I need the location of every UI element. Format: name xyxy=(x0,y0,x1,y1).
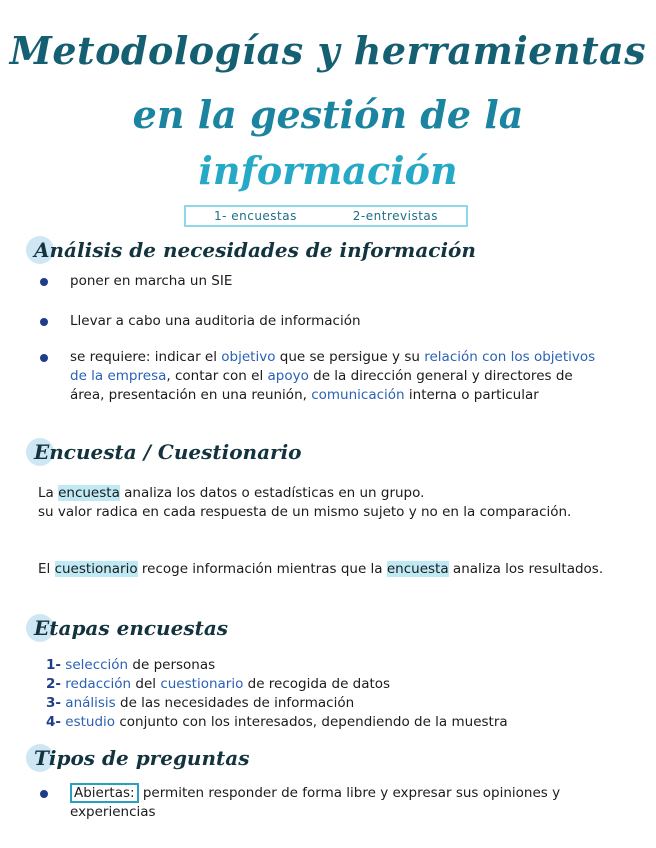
step-1: 1- selección de personas xyxy=(46,657,216,673)
paragraph-cuestionario: El cuestionario recoge información mientras que la encuesta analiza los resultados. xyxy=(38,561,604,577)
bullet-dot xyxy=(40,354,48,362)
title-line-2: en la gestión de la xyxy=(132,92,524,137)
title-line-3: información xyxy=(198,148,458,193)
highlight-cuestionario: cuestionario xyxy=(54,561,138,577)
boxed-abiertas: Abiertas: xyxy=(70,783,139,803)
heading-encuesta-cuestionario: Encuesta / Cuestionario xyxy=(34,440,302,464)
bullet-text-abiertas: Abiertas: permiten responder de forma libre y expresar sus opiniones y experiencias xyxy=(70,785,561,820)
keyword-comunicacion: comunicación xyxy=(311,387,405,403)
title-line-1: Metodologías y herramientas xyxy=(9,28,647,73)
bullet-text-auditoria: Llevar a cabo una auditoria de información xyxy=(70,313,361,329)
bullet-dot xyxy=(40,318,48,326)
keyword-objetivo: objetivo xyxy=(221,349,276,365)
keyword-apoyo: apoyo xyxy=(267,368,309,384)
bullet-text-requisitos: se requiere: indicar el objetivo que se persigue y su relación con los objetivos de la empresa, contar con el apoyo de la dirección general y directores de área, presentación en una reunión, comunicación interna o particular xyxy=(70,349,596,403)
tag-encuestas: 1- encuestas xyxy=(213,209,297,223)
heading-etapas: Etapas encuestas xyxy=(34,616,229,640)
heading-tipos-preguntas: Tipos de preguntas xyxy=(34,746,250,770)
bullet-dot xyxy=(40,790,48,798)
keyword-relacion: relación con los objetivos de la empresa xyxy=(70,349,596,384)
tag-entrevistas: 2-entrevistas xyxy=(352,209,439,223)
highlight-encuesta-2: encuesta xyxy=(386,561,449,577)
highlight-encuesta: encuesta xyxy=(58,485,120,501)
bullet-text-sie: poner en marcha un SIE xyxy=(70,273,233,289)
step-4: 4- estudio conjunto con los interesados, dependiendo de la muestra xyxy=(46,714,508,730)
step-3: 3- análisis de las necesidades de información xyxy=(46,695,355,711)
bullet-dot xyxy=(40,278,48,286)
heading-analisis: Análisis de necesidades de información xyxy=(34,238,476,262)
paragraph-encuesta: La encuesta analiza los datos o estadísticas en un grupo. su valor radica en cada respuesta de un mismo sujeto y no en la comparación. xyxy=(38,485,572,520)
step-2: 2- redacción del cuestionario de recogida de datos xyxy=(46,676,391,692)
methods-tag-box xyxy=(184,205,468,227)
